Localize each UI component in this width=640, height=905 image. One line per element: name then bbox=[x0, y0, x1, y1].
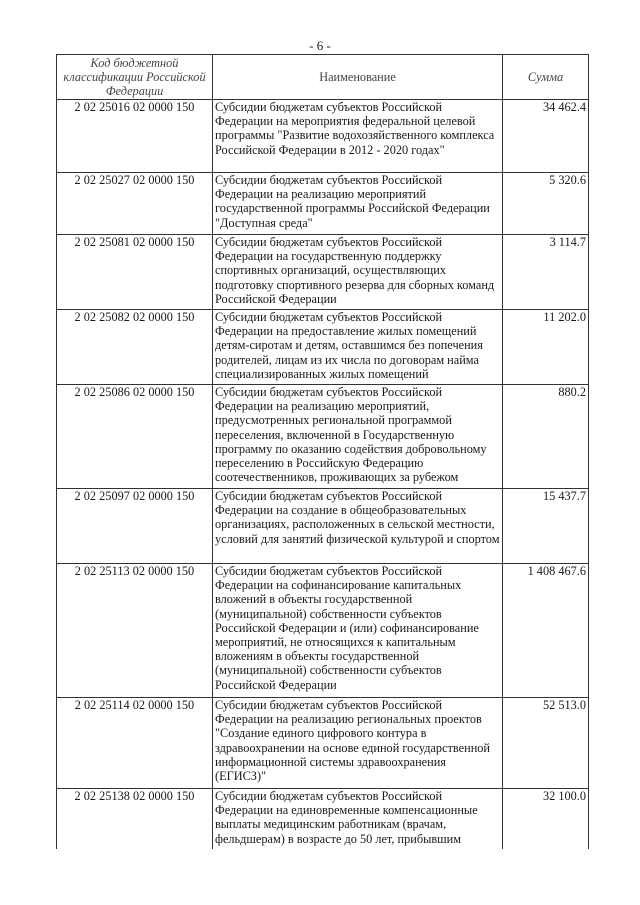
row-sum: 11 202.0 bbox=[503, 310, 589, 385]
table-row bbox=[57, 489, 589, 564]
row-name: Субсидии бюджетам субъектов Российской Федерации на реализацию мероприятий, предусмотренных региональной программой переселения, включенной в Государственную программу по оказанию содействия добровольному переселению в Российскую Федерацию соотечественников, проживающих за рубежом bbox=[213, 385, 503, 489]
row-code: 2 02 25016 02 0000 150 bbox=[57, 100, 213, 173]
table-row bbox=[57, 789, 589, 849]
row-code: 2 02 25086 02 0000 150 bbox=[57, 385, 213, 489]
table-row bbox=[57, 698, 589, 789]
row-code: 2 02 25081 02 0000 150 bbox=[57, 235, 213, 310]
row-code: 2 02 25027 02 0000 150 bbox=[57, 173, 213, 235]
row-sum: 5 320.6 bbox=[503, 173, 589, 235]
row-name: Субсидии бюджетам субъектов Российской Федерации на создание в общеобразовательных организациях, расположенных в сельской местности, условий для занятий физической культурой и спортом bbox=[213, 489, 503, 564]
row-code: 2 02 25138 02 0000 150 bbox=[57, 789, 213, 849]
row-name: Субсидии бюджетам субъектов Российской Федерации на единовременные компенсационные выплаты медицинским работникам (врачам, фельдшерам) в возрасте до 50 лет, прибывшим bbox=[213, 789, 503, 849]
row-name: Субсидии бюджетам субъектов Российской Федерации на государственную поддержку спортивных организаций, осуществляющих подготовку спортивного резерва для сборных команд Российской Федерации bbox=[213, 235, 503, 310]
row-code: 2 02 25113 02 0000 150 bbox=[57, 564, 213, 698]
row-sum: 15 437.7 bbox=[503, 489, 589, 564]
row-name: Субсидии бюджетам субъектов Российской Федерации на софинансирование капитальных вложений в объекты государственной (муниципальной) собственности субъектов Российской Федерации и (или) софинансирование мероприятий, не относящихся к капитальным вложениям в объекты государственной (муниципальной) собственности субъектов Российской Федерации bbox=[213, 564, 503, 698]
header-code: Код бюджетной классификации Российской Федерации bbox=[57, 55, 213, 100]
table-row bbox=[57, 100, 589, 173]
row-sum: 52 513.0 bbox=[503, 698, 589, 789]
row-sum: 3 114.7 bbox=[503, 235, 589, 310]
row-sum: 32 100.0 bbox=[503, 789, 589, 849]
page-number: - 6 - bbox=[309, 38, 331, 53]
row-code: 2 02 25097 02 0000 150 bbox=[57, 489, 213, 564]
row-sum: 34 462.4 bbox=[503, 100, 589, 173]
header-name: Наименование bbox=[213, 55, 503, 100]
budget-table bbox=[56, 54, 589, 849]
row-sum: 880.2 bbox=[503, 385, 589, 489]
row-name: Субсидии бюджетам субъектов Российской Федерации на реализацию мероприятий государственной программы Российской Федерации "Доступная среда" bbox=[213, 173, 503, 235]
table-row bbox=[57, 385, 589, 489]
table-header-row bbox=[57, 55, 589, 100]
table-row bbox=[57, 310, 589, 385]
row-code: 2 02 25114 02 0000 150 bbox=[57, 698, 213, 789]
row-sum: 1 408 467.6 bbox=[503, 564, 589, 698]
row-code: 2 02 25082 02 0000 150 bbox=[57, 310, 213, 385]
row-name: Субсидии бюджетам субъектов Российской Федерации на реализацию региональных проектов "Создание единого цифрового контура в здравоохранении на основе единой государственной информационной системы здравоохранения (ЕГИСЗ)" bbox=[213, 698, 503, 789]
row-name: Субсидии бюджетам субъектов Российской Федерации на мероприятия федеральной целевой программы "Развитие водохозяйственного комплекса Российской Федерации в 2012 - 2020 годах" bbox=[213, 100, 503, 173]
table-row bbox=[57, 564, 589, 698]
row-name: Субсидии бюджетам субъектов Российской Федерации на предоставление жилых помещений детям-сиротам и детям, оставшимся без попечения родителей, лицам из их числа по договорам найма специализированных жилых помещений bbox=[213, 310, 503, 385]
table-row bbox=[57, 235, 589, 310]
header-sum: Сумма bbox=[503, 55, 589, 100]
table-row bbox=[57, 173, 589, 235]
